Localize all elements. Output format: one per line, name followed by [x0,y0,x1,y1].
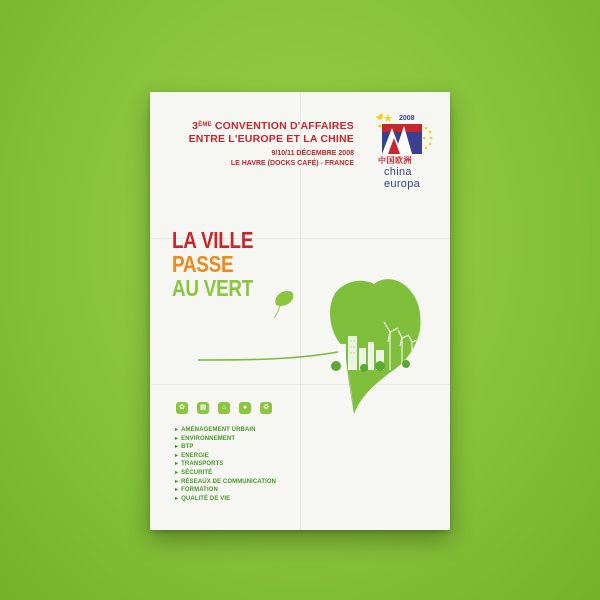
list-item: ▸ RÉSEAUX DE COMMUNICATION [175,478,276,487]
leaf-icon: ✿ [176,402,188,414]
leaf-stem [198,350,348,360]
list-item: ▸ BTP [175,443,276,452]
water-drop-icon: ● [239,402,251,414]
logo-china-text: china [384,166,412,178]
event-place: LE HAVRE (DOCKS CAFÉ) - FRANCE [230,160,354,167]
convention-subtitle: ENTRE L'EUROPE ET LA CHINE [188,133,354,145]
small-ginkgo-leaf [274,291,293,318]
list-item: ▸ ENERGIE [175,452,276,461]
list-item: ▸ AMÉNAGEMENT URBAIN [175,426,276,435]
headline-line-3: AU VERT [172,275,254,301]
topic-list [175,426,276,503]
logo-chinese-text: 中国欧洲 [378,156,412,165]
logo-europa-text: europa [384,178,421,190]
list-item: ▸ TRANSPORTS [175,460,276,469]
building-icon: ▦ [197,402,209,414]
list-item: ▸ SÉCURITÉ [175,469,276,478]
list-item: ▸ ENVIRONNEMENT [175,435,276,444]
house-icon: ⌂ [218,402,230,414]
topic-icons [176,402,272,414]
headline-line-2: PASSE [172,251,234,277]
convention-title: 3ÈME CONVENTION D'AFFAIRES [192,120,354,132]
headline-line-1: LA VILLE [172,227,254,253]
event-dates: 9/10/11 DÉCEMBRE 2008 [271,150,354,157]
list-item: ▸ FORMATION [175,486,276,495]
poster [150,92,450,530]
recycle-icon: ♻ [260,402,272,414]
logo-year: 2008 [399,115,415,122]
list-item: ▸ QUALITÉ DE VIE [175,495,276,504]
